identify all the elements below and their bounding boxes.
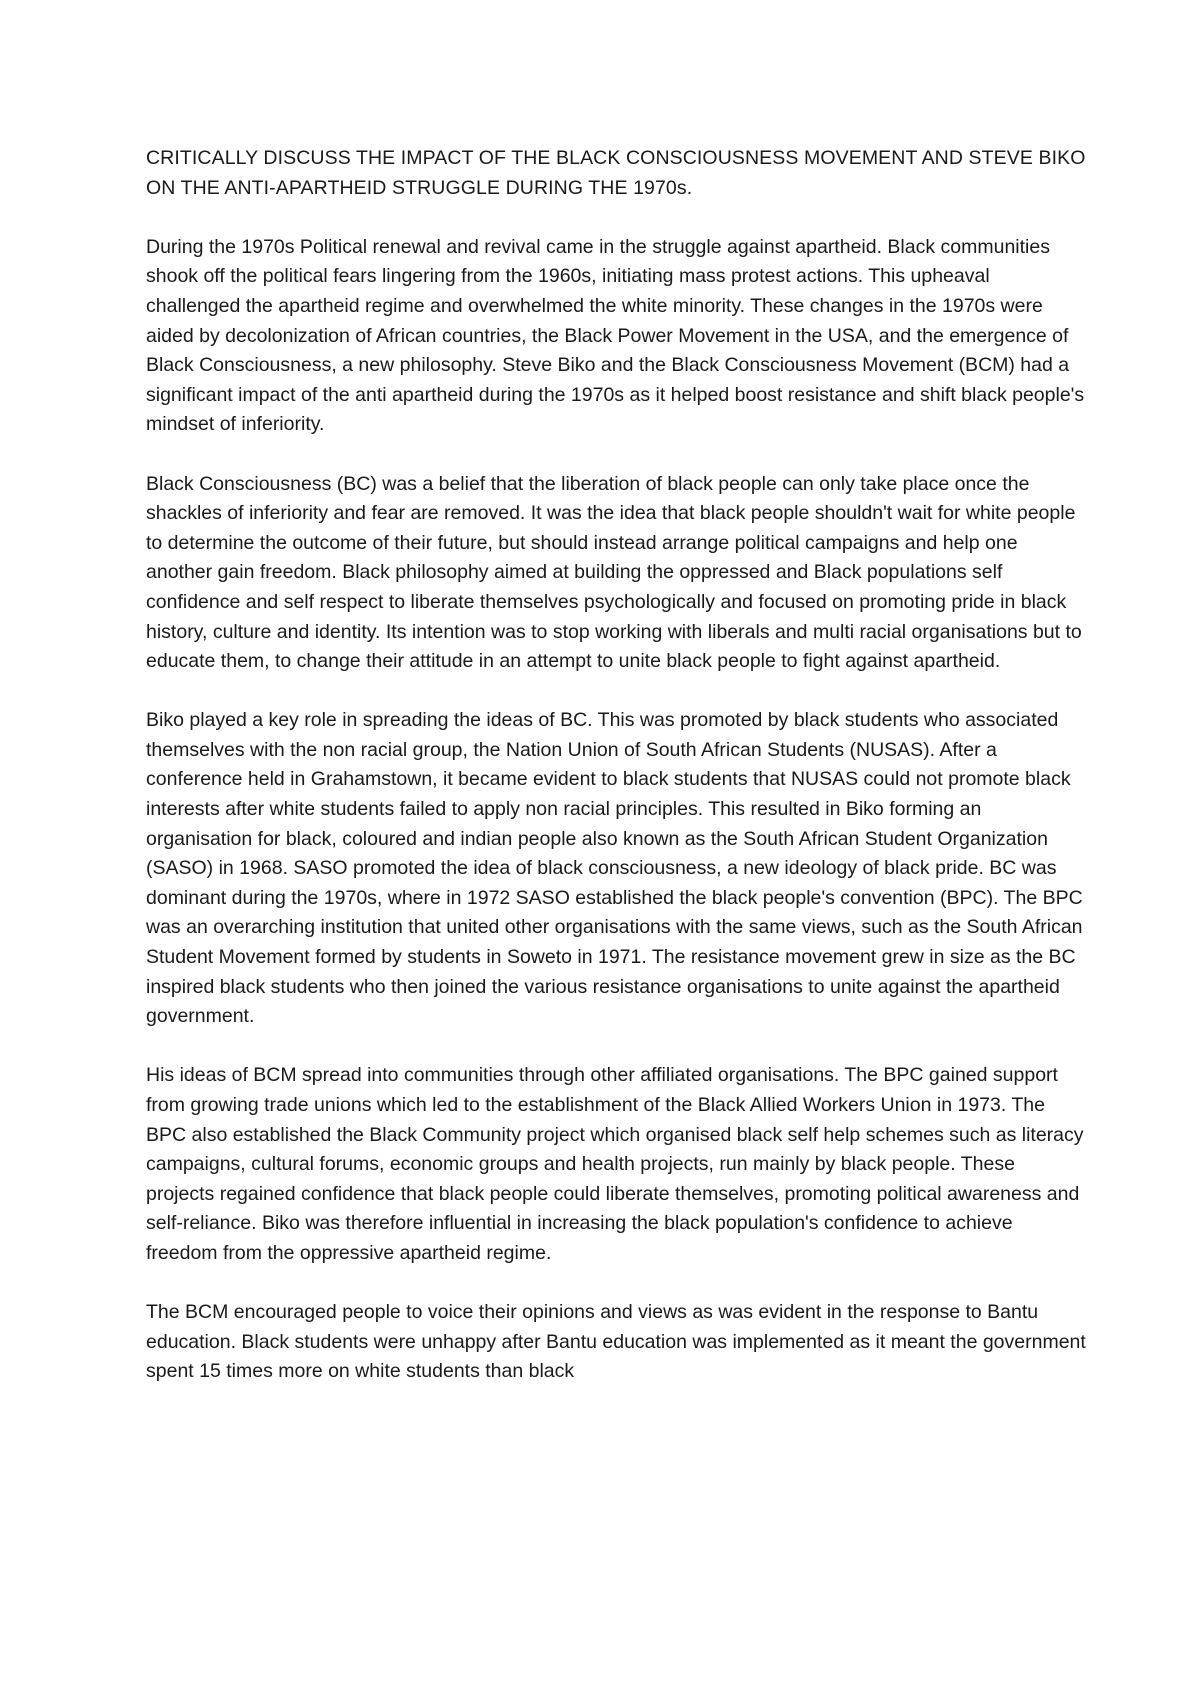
paragraph-black-consciousness: Black Consciousness (BC) was a belief that the liberation of black people can only take place once the shackles of inferiority and fear are removed. It was the idea that black people shouldn't wait for white people to determine the outcome of their future, but should instead arrange political campaigns and help one another gain freedom. Black philosophy aimed at building the oppressed and Black populations self confidence and self respect to liberate themselves psychologically and focused on promoting pride in black history, culture and identity. Its intention was to stop working with liberals and multi racial organisations but to educate them, to change their attitude in an attempt to unite black people to fight against apartheid. bbox=[146, 472, 1082, 673]
document-body bbox=[146, 144, 1086, 1387]
paragraph-introduction: During the 1970s Political renewal and revival came in the struggle against apartheid. Black communities shook off the political fears lingering from the 1960s, initiating mass protest actions. This upheaval challenged the apartheid regime and overwhelmed the white minority. These changes in the 1970s were aided by decolonization of African countries, the Black Power Movement in the USA, and the emergence of Black Consciousness, a new philosophy. Steve Biko and the Black Consciousness Movement (BCM) had a significant impact of the anti apartheid during the 1970s as it helped boost resistance and shift black people's mindset of inferiority. bbox=[146, 235, 1085, 436]
paragraph-bantu-education: The BCM encouraged people to voice their opinions and views as was evident in the response to Bantu education. Black students were unhappy after Bantu education was implemented as it meant the government spent 15 times more on white students than black bbox=[146, 1301, 1086, 1383]
paragraph-biko-role: Biko played a key role in spreading the ideas of BC. This was promoted by black students who associated themselves with the non racial group, the Nation Union of South African Students (NUSAS). After a conference held in Grahamstown, it became evident to black students that NUSAS could not promote black interests after white students failed to apply non racial principles. This resulted in Biko forming an organisation for black, coloured and indian people also known as the South African Student Organization (SASO) in 1968. SASO promoted the idea of black consciousness, a new ideology of black pride. BC was dominant during the 1970s, where in 1972 SASO established the black people's convention (BPC). The BPC was an overarching institution that united other organisations with the same views, such as the South African Student Movement formed by students in Soweto in 1971. The resistance movement grew in size as the BC inspired black students who then joined the various resistance organisations to unite against the apartheid government. bbox=[146, 709, 1083, 1028]
paragraph-bcm-communities: His ideas of BCM spread into communities through other affiliated organisations. The BPC gained support from growing trade unions which led to the establishment of the Black Allied Workers Union in 1973. The BPC also established the Black Community project which organised black self help schemes such as literacy campaigns, cultural forums, economic groups and health projects, run mainly by black people. These projects regained confidence that black people could liberate themselves, promoting political awareness and self-reliance. Biko was therefore influential in increasing the black population's confidence to achieve freedom from the oppressive apartheid regime. bbox=[146, 1064, 1084, 1264]
essay-title: CRITICALLY DISCUSS THE IMPACT OF THE BLACK CONSCIOUSNESS MOVEMENT AND STEVE BIKO ON THE ANTI-APARTHEID STRUGGLE DURING THE 1970s. bbox=[146, 147, 1086, 199]
